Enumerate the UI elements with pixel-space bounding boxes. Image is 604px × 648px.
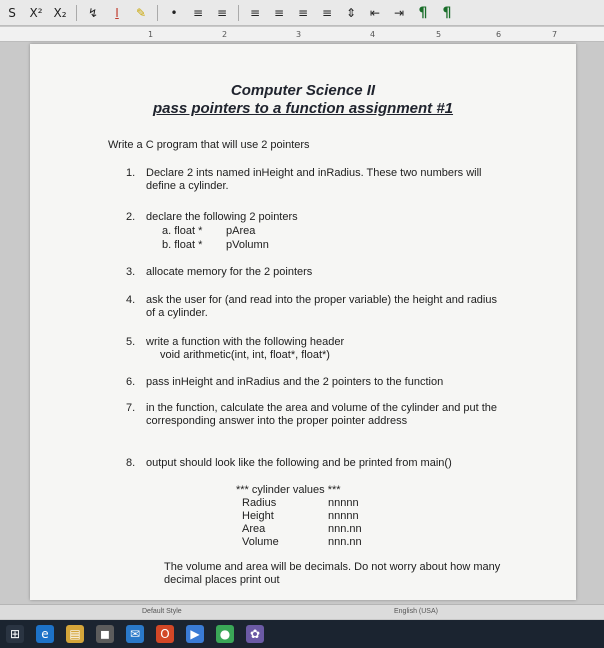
- sub-item: [162, 225, 255, 238]
- list-text: ask the user for (and read into the proper variable) the height and radius of a cylinder.: [146, 294, 497, 319]
- output-label: Volume: [242, 536, 279, 548]
- sub-item-name: pVolumn: [226, 239, 269, 251]
- output-header: *** cylinder values ***: [236, 484, 341, 496]
- output-label: Area: [242, 523, 266, 535]
- ruler-label: 7: [552, 30, 558, 39]
- intro-text: Write a C program that will use 2 pointers: [108, 139, 310, 151]
- list-number: 4.: [126, 294, 136, 306]
- list-text: declare the following 2 pointers: [146, 211, 298, 223]
- document-page[interactable]: [30, 44, 576, 600]
- highlight-icon[interactable]: ✎: [135, 5, 147, 20]
- output-value: nnnnn: [328, 510, 359, 522]
- document-subtitle: pass pointers to a function assignment #1: [152, 100, 454, 117]
- list-item: [126, 376, 506, 389]
- list-text: output should look like the following and be printed from main(): [146, 457, 452, 469]
- output-value: nnnnn: [328, 497, 359, 509]
- list-item: [126, 402, 506, 428]
- list-item: [126, 457, 506, 470]
- paragraph-style-status[interactable]: Default Style: [142, 608, 182, 615]
- ruler-label: 1: [148, 30, 154, 39]
- list-number: 2.: [126, 211, 136, 223]
- list-number: 6.: [126, 376, 136, 388]
- ruler-label: 4: [370, 30, 376, 39]
- bullets-icon[interactable]: •: [170, 5, 178, 20]
- list-number: 5.: [126, 336, 136, 348]
- line-spacing-icon[interactable]: ⇕: [345, 5, 357, 20]
- strikethrough-icon[interactable]: S: [8, 5, 16, 20]
- output-value: nnn.nn: [328, 523, 362, 535]
- ruler-label: 3: [296, 30, 302, 39]
- mail-icon[interactable]: ✉: [126, 625, 144, 643]
- list-number: 1.: [126, 167, 136, 179]
- list-text: allocate memory for the 2 pointers: [146, 266, 313, 278]
- list-number: 8.: [126, 457, 136, 469]
- list-text: Declare 2 ints named inHeight and inRadius. These two numbers will define a cylinder.: [146, 167, 482, 192]
- app-icon[interactable]: ▶: [186, 625, 204, 643]
- footnote-text: The volume and area will be decimals. Do not worry about how many decimal places print out: [164, 561, 501, 586]
- sub-item-label: a. float *: [162, 225, 203, 237]
- office-icon[interactable]: O: [156, 625, 174, 643]
- app-icon[interactable]: ✿: [246, 625, 264, 643]
- decrease-indent-icon[interactable]: ⇤: [369, 5, 381, 20]
- windows-taskbar: [0, 620, 604, 648]
- chrome-icon[interactable]: ●: [216, 625, 234, 643]
- align-right-icon[interactable]: ≡: [297, 5, 309, 20]
- store-icon[interactable]: ◼: [96, 625, 114, 643]
- sub-item: [162, 239, 269, 252]
- ruler-label: 6: [496, 30, 502, 39]
- list-number: 7.: [126, 402, 136, 414]
- output-value: nnn.nn: [328, 536, 362, 548]
- status-bar: [0, 604, 604, 619]
- numbering-icon[interactable]: ≡: [192, 5, 204, 20]
- language-status[interactable]: English (USA): [394, 608, 438, 615]
- shadow-icon[interactable]: ↯: [87, 5, 99, 20]
- font-color-icon[interactable]: I: [115, 5, 119, 20]
- toolbar-divider: [238, 5, 239, 21]
- start-icon[interactable]: ⊞: [6, 625, 24, 643]
- rtl-paragraph-icon[interactable]: ¶: [442, 4, 452, 21]
- horizontal-ruler[interactable]: [0, 27, 604, 42]
- file-explorer-icon[interactable]: ▤: [66, 625, 84, 643]
- list-item: [126, 336, 506, 349]
- increase-indent-icon[interactable]: ⇥: [393, 5, 405, 20]
- list-text: in the function, calculate the area and volume of the cylinder and put the corresponding answer into the proper pointer address: [146, 402, 498, 427]
- edge-icon[interactable]: e: [36, 625, 54, 643]
- list-number: 3.: [126, 266, 136, 278]
- list-item: [126, 294, 506, 320]
- toolbar-divider: [157, 5, 158, 21]
- sub-item-name: pArea: [226, 225, 256, 237]
- align-center-icon[interactable]: ≡: [273, 5, 285, 20]
- output-label: Radius: [242, 497, 277, 509]
- subscript-icon[interactable]: X₂: [53, 5, 67, 20]
- ruler-label: 5: [436, 30, 442, 39]
- function-header: void arithmetic(int, int, float*, float*): [160, 349, 330, 361]
- sub-item-label: b. float *: [162, 239, 203, 251]
- output-label: Height: [242, 510, 274, 522]
- superscript-icon[interactable]: X²: [29, 5, 43, 20]
- formatting-toolbar: [0, 0, 604, 26]
- toolbar-divider: [76, 5, 77, 21]
- list-item: [126, 167, 506, 193]
- ruler-label: 2: [222, 30, 228, 39]
- list-item: [126, 266, 506, 279]
- align-left-icon[interactable]: ≡: [249, 5, 261, 20]
- ltr-paragraph-icon[interactable]: ¶: [418, 4, 428, 21]
- list-text: write a function with the following header: [146, 336, 345, 348]
- outline-icon[interactable]: ≡: [216, 5, 228, 20]
- justify-icon[interactable]: ≡: [321, 5, 333, 20]
- list-item: [126, 211, 506, 224]
- list-text: pass inHeight and inRadius and the 2 pointers to the function: [146, 376, 444, 388]
- document-title: Computer Science II: [230, 82, 376, 99]
